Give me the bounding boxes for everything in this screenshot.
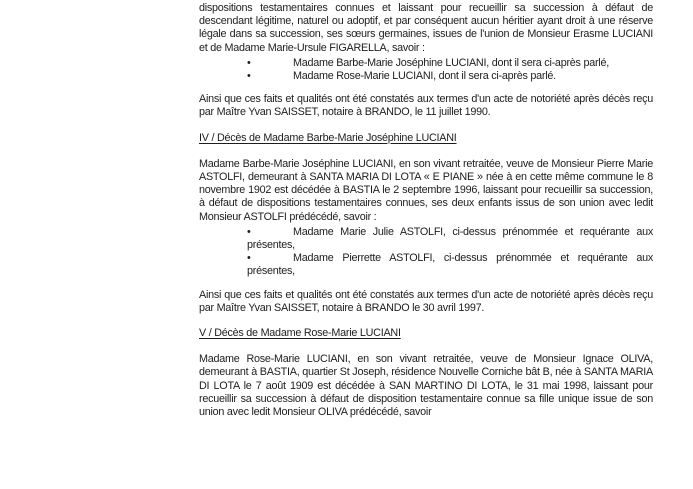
list-item-heir-pierrette: • Madame Pierrette ASTOLFI, ci-dessus prénommée et requérante aux présentes, (199, 252, 653, 278)
paragraph-acte-notoriete-1990: Ainsi que ces faits et qualités ont été constatés aux termes d'un acte de notoriété après décès reçu par Maître Yvan SAISSET, notaire à BRANDO, le 11 juillet 1990. (199, 93, 653, 119)
list-item-heir-marie-julie: • Madame Marie Julie ASTOLFI, ci-dessus prénommée et requérante aux présentes, (199, 226, 653, 252)
heirs-list-astolfi (199, 226, 653, 279)
paragraph-deces-barbe-marie: Madame Barbe-Marie Joséphine LUCIANI, en son vivant retraitée, veuve de Monsieur Pierre Marie ASTOLFI, demeurant à SANTA MARIA DI LOTA « E PIANE » née à en cette même commune le 8 novembre 1902 est décédée à BASTIA le 2 septembre 1996, laissant pour recueillir sa succession, à défaut de dispositions testamentaires connues, ses deux enfants issus de son union avec ledit Monsieur ASTOLFI prédécédé, savoir : (199, 157, 653, 223)
heirs-list-luciani (199, 57, 653, 83)
document-text-column (199, 2, 653, 431)
paragraph-succession-intro: dispositions testamentaires connues et laissant pour recueillir sa succession à défaut de descendant légitime, naturel ou adoptif, et par conséquent aucun héritier ayant droit à une réserve légale dans sa succession, ses sœurs germaines, issues de l'union de Monsieur Erasme LUCIANI et de Madame Marie-Ursule FIGARELLA, savoir : (199, 2, 653, 54)
paragraph-acte-notoriete-1997: Ainsi que ces faits et qualités ont été constatés aux termes d'un acte de notoriété après décès reçu par Maître Yvan SAISSET, notaire à BRANDO le 30 avril 1997. (199, 288, 653, 314)
paragraph-deces-rose-marie: Madame Rose-Marie LUCIANI, en son vivant retraitée, veuve de Monsieur Ignace OLIVA, demeurant à BASTIA, quartier St Joseph, résidence Nouvelle Corniche bât B, née à SANTA MARIA DI LOTA le 7 août 1909 est décédée à SAN MARTINO DI LOTA, le 31 mai 1998, laissant pour recueillir sa succession à défaut de disposition testamentaire connue sa fille unique issue de son union avec ledit Monsieur OLIVA prédécédé, savoir (199, 353, 653, 419)
list-item-heir-rose-marie: • Madame Rose-Marie LUCIANI, dont il sera ci-après parlé. (199, 70, 653, 83)
section-heading-iv-deces-barbe-marie: IV / Décès de Madame Barbe-Marie Joséphine LUCIANI (199, 131, 457, 144)
list-item-heir-barbe-marie: • Madame Barbe-Marie Joséphine LUCIANI, dont il sera ci-après parlé, (199, 57, 653, 70)
section-heading-v-deces-rose-marie: V / Décès de Madame Rose-Marie LUCIANI (199, 327, 401, 340)
